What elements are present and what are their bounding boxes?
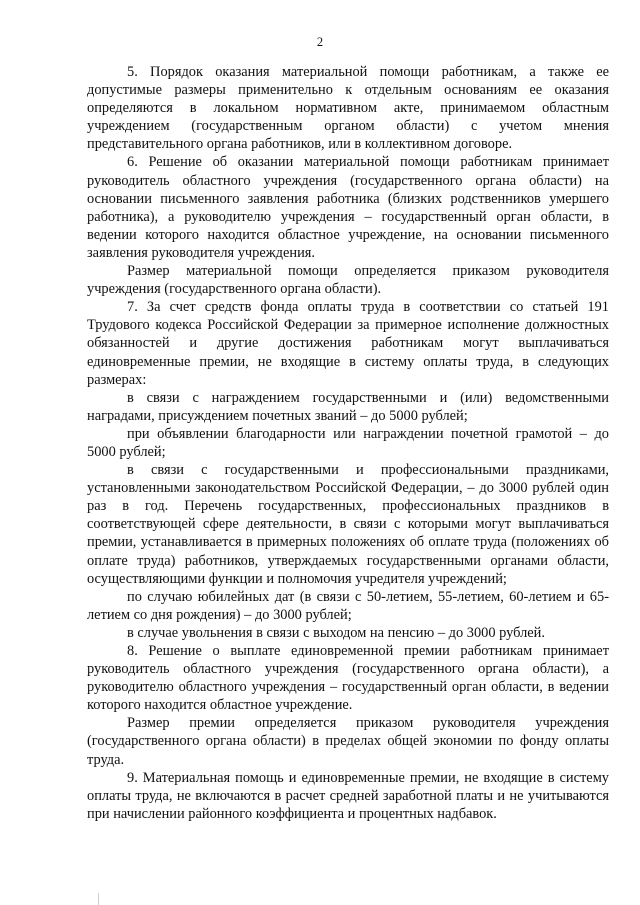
paragraph-7-gratitude: при объявлении благодарности или награждении почетной грамотой – до 5000 рублей; xyxy=(87,425,609,460)
paragraph-5: 5. Порядок оказания материальной помощи работникам, а также ее допустимые размеры применительно к отдельным основаниям ее оказания определяются в локальном нормативном акте, принимаемом областным учреждением (государственным органом области) с учетом мнения представительного органа работников, или в коллективном договоре. xyxy=(87,64,609,153)
document-body xyxy=(87,63,609,823)
paragraph-7-awards: в связи с награждением государственными и (или) ведомственными наградами, присуждением почетных званий – до 5000 рублей; xyxy=(87,389,609,424)
paragraph-7-anniversaries: по случаю юбилейных дат (в связи с 50-летием, 55-летием, 60-летием и 65-летием со дня рождения) – до 3000 рублей; xyxy=(87,588,609,623)
page-number: 2 xyxy=(316,35,324,49)
paragraph-7-retirement: в случае увольнения в связи с выходом на пенсию – до 3000 рублей. xyxy=(127,624,545,641)
paragraph-7-holidays: в связи с государственными и профессиональными праздниками, установленными законодательством Российской Федерации, – до 3000 рублей один раз в год. Перечень государственных, профессиональных праздников в соответствующей сфере деятельности, в связи с которыми могут выплачиваться премии, устанавливается в примерных положениях об оплате труда (положениях об оплате труда) работников, утверждаемых государственными органами области, осуществляющими функции и полномочия учредителя учреждений; xyxy=(87,462,609,587)
paragraph-9: 9. Материальная помощь и единовременные премии, не входящие в систему оплаты труда, не включаются в расчет средней заработной платы и не учитываются при начислении районного коэффициента и процентных надбавок. xyxy=(87,769,609,822)
scan-edge-mark xyxy=(98,893,99,905)
paragraph-6: 6. Решение об оказании материальной помощи работникам принимает руководитель областного учреждения (государственного органа области) на основании письменного заявления работника (близких родственников умершего работника), а руководителю учреждения – государственный орган области, в ведении которого находится областное учреждение, на основании письменного заявления руководителя учреждения. xyxy=(87,154,609,261)
paragraph-8-amount: Размер премии определяется приказом руководителя учреждения (государственного органа области) в пределах общей экономии по фонду оплаты труда. xyxy=(87,715,609,768)
paragraph-6-amount: Размер материальной помощи определяется приказом руководителя учреждения (государственного органа области). xyxy=(87,263,609,298)
paragraph-8: 8. Решение о выплате единовременной премии работникам принимает руководитель областного учреждения (государственного органа области), а руководителю областного учреждения – государственный орган области, в ведении которого находится областное учреждение. xyxy=(87,643,609,714)
paragraph-7: 7. За счет средств фонда оплаты труда в соответствии со статьей 191 Трудового кодекса Российской Федерации за примерное исполнение должностных обязанностей и другие достижения работникам могут выплачиваться единовременные премии, не входящие в систему оплаты труда, в следующих размерах: xyxy=(87,299,609,388)
